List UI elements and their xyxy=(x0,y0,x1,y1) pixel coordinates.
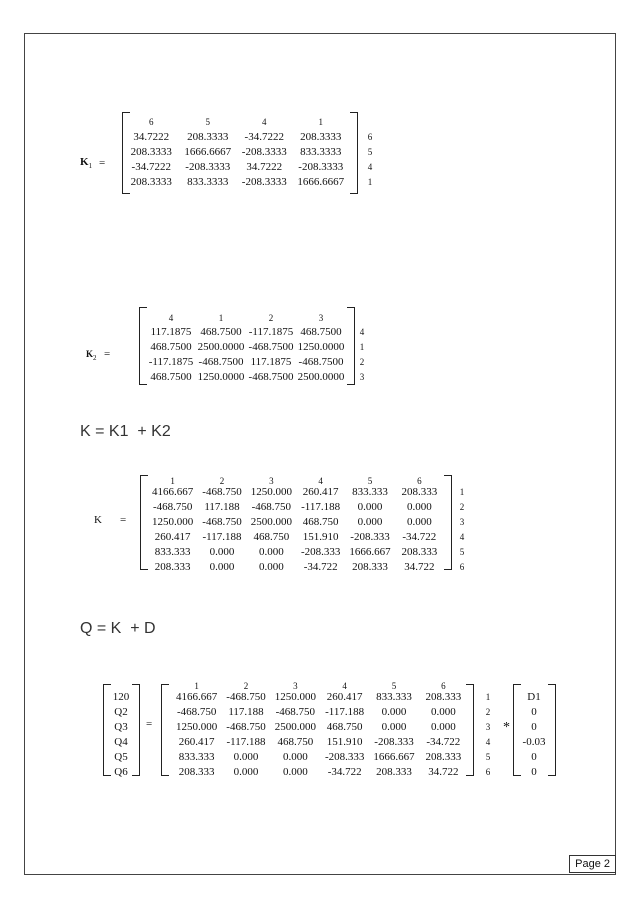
row-index-label: 3 xyxy=(459,516,465,527)
row-index-label: 1 xyxy=(367,176,373,187)
row-index-label: 5 xyxy=(459,546,465,557)
matrix-cell: 0.000 xyxy=(406,500,432,513)
matrix-cell: 0.000 xyxy=(406,515,432,528)
matrix-cell: 4166.667 xyxy=(152,485,194,498)
column-index-label: 3 xyxy=(269,476,274,486)
matrix-cell: 117.188 xyxy=(204,500,240,513)
matrix-cell: 260.417 xyxy=(326,690,363,703)
matrix-cell: 208.333 xyxy=(178,765,215,778)
column-index-label: 4 xyxy=(342,681,347,691)
vector-cell: -0.03 xyxy=(522,735,546,748)
matrix-cell: -468.750 xyxy=(202,485,242,498)
q-equals: = xyxy=(146,718,153,730)
matrix-cell: -208.333 xyxy=(350,530,390,543)
vector-cell: Q6 xyxy=(114,765,128,778)
row-index-label: 6 xyxy=(459,561,465,572)
column-index-label: 6 xyxy=(441,681,446,691)
matrix-cell: -34.7222 xyxy=(244,130,284,143)
k2-matrix xyxy=(146,324,346,384)
matrix-cell: 2500.000 xyxy=(274,720,316,733)
column-index-label: 1 xyxy=(194,681,199,691)
matrix-cell: 1250.000 xyxy=(274,690,316,703)
matrix-cell: -208.333 xyxy=(300,545,341,558)
matrix-cell: -34.7222 xyxy=(131,160,171,173)
qk-matrix xyxy=(172,689,468,779)
matrix-cell: 208.333 xyxy=(425,750,462,763)
matrix-cell: 1250.0000 xyxy=(197,370,245,383)
k1-label-sub: 1 xyxy=(88,162,93,171)
column-index-label: 6 xyxy=(149,117,154,127)
k2-label-sub: 2 xyxy=(93,354,97,363)
matrix-cell: 833.333 xyxy=(178,750,215,763)
row-index-label: 2 xyxy=(459,501,465,512)
matrix-cell: 0.000 xyxy=(381,720,407,733)
row-index-label: 4 xyxy=(367,161,373,172)
matrix-cell: -34.722 xyxy=(426,735,461,748)
matrix-cell: 208.333 xyxy=(401,485,438,498)
matrix-cell: 1666.6667 xyxy=(184,145,232,158)
k-equals: = xyxy=(120,514,127,526)
matrix-cell: 117.188 xyxy=(228,705,264,718)
matrix-cell: -468.750 xyxy=(251,500,292,513)
matrix-cell: -208.3333 xyxy=(298,160,344,173)
matrix-cell: -117.1875 xyxy=(248,325,294,338)
k1-label xyxy=(80,156,92,170)
matrix-cell: -208.333 xyxy=(374,735,414,748)
matrix-cell: -468.750 xyxy=(176,705,217,718)
k2-label xyxy=(86,348,97,362)
matrix-cell: 208.333 xyxy=(352,560,388,573)
matrix-cell: 260.417 xyxy=(302,485,339,498)
matrix-cell: 0.000 xyxy=(209,545,235,558)
k-label: K xyxy=(94,514,102,526)
matrix-cell: -468.750 xyxy=(152,500,193,513)
vector-cell: D1 xyxy=(527,690,541,703)
matrix-cell: 34.722 xyxy=(404,560,435,573)
matrix-cell: 208.3333 xyxy=(130,145,172,158)
matrix-cell: -117.188 xyxy=(301,500,341,513)
matrix-cell: 0.000 xyxy=(381,705,407,718)
row-index-label: 6 xyxy=(367,131,373,142)
vector-cell: Q5 xyxy=(114,750,128,763)
q-eq-heading: Q = K + D xyxy=(80,620,156,637)
matrix-cell: 2500.000 xyxy=(250,515,292,528)
matrix-cell: 117.1875 xyxy=(250,355,292,368)
column-index-label: 4 xyxy=(168,313,174,323)
column-index-label: 3 xyxy=(293,681,298,691)
matrix-cell: 260.417 xyxy=(178,735,215,748)
matrix-cell: -468.750 xyxy=(275,705,316,718)
matrix-cell: 0.000 xyxy=(430,720,456,733)
column-index-label: 2 xyxy=(243,681,249,691)
matrix-cell: 208.333 xyxy=(425,690,462,703)
matrix-cell: 468.750 xyxy=(302,515,339,528)
column-index-label: 5 xyxy=(205,117,210,127)
vector-cell: Q4 xyxy=(114,735,128,748)
matrix-cell: 0.000 xyxy=(357,500,383,513)
matrix-cell: -468.750 xyxy=(226,720,266,733)
row-index-label: 1 xyxy=(459,486,465,497)
vector-cell: Q2 xyxy=(114,705,128,718)
matrix-cell: -208.3333 xyxy=(241,175,287,188)
column-index-label: 4 xyxy=(262,117,267,127)
matrix-cell: -208.333 xyxy=(324,750,365,763)
column-index-label: 5 xyxy=(367,476,373,486)
matrix-cell: 0.000 xyxy=(233,750,259,763)
row-index-label: 5 xyxy=(485,751,491,762)
matrix-cell: 833.333 xyxy=(352,485,388,498)
vector-cell: 0 xyxy=(531,720,537,733)
matrix-cell: 2500.0000 xyxy=(297,370,345,383)
k1-right-bracket xyxy=(350,112,358,194)
k1-matrix xyxy=(123,129,349,189)
matrix-cell: -468.7500 xyxy=(198,355,244,368)
matrix-cell: 208.333 xyxy=(154,560,191,573)
row-index-label: 5 xyxy=(367,146,373,157)
matrix-cell: 208.333 xyxy=(376,765,412,778)
column-index-label: 5 xyxy=(391,681,397,691)
qk-row-labels xyxy=(482,689,494,779)
k-matrix xyxy=(148,484,444,574)
row-index-label: 4 xyxy=(485,736,491,747)
matrix-cell: 468.7500 xyxy=(150,370,192,383)
matrix-cell: 833.3333 xyxy=(187,175,229,188)
k-row-labels xyxy=(456,484,468,574)
k1-row-labels xyxy=(364,129,376,189)
matrix-cell: 208.3333 xyxy=(130,175,172,188)
matrix-cell: 468.750 xyxy=(253,530,290,543)
row-index-label: 2 xyxy=(359,356,365,367)
matrix-cell: 468.7500 xyxy=(200,325,242,338)
vector-cell: 0 xyxy=(531,750,537,763)
vector-cell: 0 xyxy=(531,765,537,778)
matrix-cell: 0.000 xyxy=(233,765,259,778)
k1-label-letter: K xyxy=(80,156,89,168)
column-index-label: 3 xyxy=(318,313,324,323)
matrix-cell: -468.750 xyxy=(226,690,266,703)
k-sum-heading: K = K1 + K2 xyxy=(80,423,171,440)
column-index-label: 1 xyxy=(318,117,323,127)
matrix-cell: 468.750 xyxy=(277,735,314,748)
matrix-cell: 468.750 xyxy=(326,720,363,733)
k1-column-labels xyxy=(123,117,349,127)
row-index-label: 1 xyxy=(485,691,491,702)
matrix-cell: 0.000 xyxy=(430,705,456,718)
matrix-cell: 468.7500 xyxy=(300,325,342,338)
matrix-cell: 1250.000 xyxy=(176,720,218,733)
k1-equals: = xyxy=(99,157,106,169)
matrix-cell: 0.000 xyxy=(282,765,308,778)
k2-equals: = xyxy=(104,348,111,360)
column-index-label: 4 xyxy=(318,476,323,486)
qk-left-bracket xyxy=(161,684,169,776)
vector-cell: 0 xyxy=(531,705,537,718)
row-index-label: 2 xyxy=(485,706,491,717)
matrix-cell: -468.7500 xyxy=(298,355,344,368)
d-vector xyxy=(518,689,550,779)
matrix-cell: 34.722 xyxy=(428,765,459,778)
matrix-cell: 1666.667 xyxy=(373,750,415,763)
matrix-cell: -117.188 xyxy=(226,735,266,748)
matrix-cell: 34.7222 xyxy=(246,160,283,173)
matrix-cell: 0.000 xyxy=(282,750,308,763)
k2-label-letter: K xyxy=(86,349,94,359)
matrix-cell: 2500.0000 xyxy=(197,340,245,353)
matrix-cell: 1250.0000 xyxy=(297,340,345,353)
k2-right-bracket xyxy=(347,307,355,385)
matrix-cell: 1250.000 xyxy=(152,515,194,528)
k2-column-labels xyxy=(146,313,346,323)
row-index-label: 3 xyxy=(359,371,365,382)
page-number: Page 2 xyxy=(569,855,616,873)
matrix-cell: 0.000 xyxy=(209,560,235,573)
matrix-cell: -208.3333 xyxy=(185,160,231,173)
matrix-cell: 260.417 xyxy=(154,530,191,543)
matrix-cell: -34.722 xyxy=(303,560,338,573)
matrix-cell: 117.1875 xyxy=(150,325,192,338)
matrix-cell: 468.7500 xyxy=(150,340,192,353)
column-index-label: 1 xyxy=(218,313,224,323)
k2-row-labels xyxy=(356,324,368,384)
column-index-label: 2 xyxy=(219,476,225,486)
column-index-label: 6 xyxy=(417,476,422,486)
matrix-cell: 0.000 xyxy=(258,560,284,573)
matrix-cell: -117.1875 xyxy=(148,355,194,368)
matrix-cell: 208.3333 xyxy=(187,130,229,143)
matrix-cell: 833.333 xyxy=(154,545,191,558)
matrix-cell: 34.7222 xyxy=(133,130,170,143)
matrix-cell: -34.722 xyxy=(327,765,362,778)
matrix-cell: -468.750 xyxy=(202,515,242,528)
matrix-cell: -117.188 xyxy=(202,530,242,543)
matrix-cell: 833.333 xyxy=(376,690,412,703)
matrix-cell: 151.910 xyxy=(326,735,363,748)
row-index-label: 3 xyxy=(485,721,491,732)
matrix-cell: 833.3333 xyxy=(300,145,342,158)
matrix-cell: 151.910 xyxy=(302,530,339,543)
matrix-cell: -468.7500 xyxy=(248,370,294,383)
multiply-sign: * xyxy=(503,720,510,735)
row-index-label: 4 xyxy=(459,531,465,542)
matrix-cell: 4166.667 xyxy=(176,690,218,703)
matrix-cell: 208.3333 xyxy=(300,130,342,143)
column-index-label: 2 xyxy=(268,313,274,323)
matrix-cell: 1666.667 xyxy=(349,545,391,558)
matrix-cell: 1250.000 xyxy=(250,485,292,498)
row-index-label: 4 xyxy=(359,326,365,337)
vector-cell: 120 xyxy=(112,690,130,703)
matrix-cell: -117.188 xyxy=(325,705,365,718)
matrix-cell: 208.333 xyxy=(401,545,438,558)
matrix-cell: -468.7500 xyxy=(248,340,294,353)
matrix-cell: -34.722 xyxy=(402,530,437,543)
row-index-label: 1 xyxy=(359,341,365,352)
vector-cell: Q3 xyxy=(114,720,128,733)
row-index-label: 6 xyxy=(485,766,491,777)
matrix-cell: -208.3333 xyxy=(241,145,287,158)
k-right-bracket xyxy=(444,475,452,570)
matrix-cell: 0.000 xyxy=(357,515,383,528)
matrix-cell: 0.000 xyxy=(258,545,284,558)
column-index-label: 1 xyxy=(170,476,175,486)
matrix-cell: 1666.6667 xyxy=(297,175,345,188)
q-vector xyxy=(108,689,134,779)
k-left-bracket xyxy=(140,475,148,570)
